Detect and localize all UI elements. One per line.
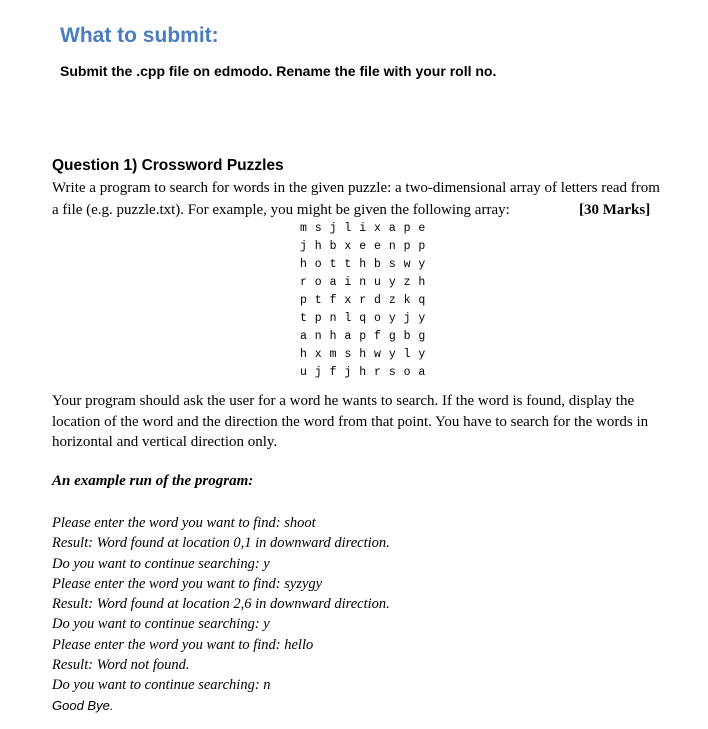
page-heading: What to submit:	[60, 24, 219, 47]
run-line: Result: Word found at location 2,6 in downward direction.	[52, 596, 390, 613]
marks-label: [30 Marks]	[579, 202, 651, 218]
grid-row: p t f x r d z k q	[300, 294, 426, 307]
question-intro-line-2: a file (e.g. puzzle.txt). For example, you might be given the following array:	[52, 202, 510, 218]
grid-row: a n h a p f g b g	[300, 330, 426, 343]
question-title: Question 1) Crossword Puzzles	[52, 157, 284, 174]
grid-row: h x m s h w y l y	[300, 348, 426, 361]
run-line: Please enter the word you want to find: syzygy	[52, 575, 323, 592]
letter-grid	[300, 220, 426, 382]
grid-row: r o a i n u y z h	[300, 276, 426, 289]
instructions-line-2: location of the word and the direction the word from that point. You have to search for the words in	[52, 414, 649, 430]
run-line: Please enter the word you want to find: hello	[52, 636, 314, 653]
run-line: Do you want to continue searching: y	[52, 555, 270, 572]
example-run-output	[52, 513, 390, 716]
run-line: Do you want to continue searching: y	[52, 616, 270, 633]
submission-note: Submit the .cpp file on edmodo. Rename the file with your roll no.	[60, 63, 497, 79]
grid-row: u j f j h r s o a	[300, 366, 426, 379]
grid-row: j h b x e e n p p	[300, 240, 426, 253]
instructions-line-3: horizontal and vertical direction only.	[52, 434, 278, 450]
run-line: Result: Word not found.	[52, 657, 190, 674]
run-line-goodbye: Good Bye.	[52, 697, 114, 713]
grid-row: h o t t h b s w y	[300, 258, 426, 271]
example-run-title: An example run of the program:	[52, 473, 254, 489]
run-line: Please enter the word you want to find: shoot	[52, 515, 316, 531]
run-line: Result: Word found at location 0,1 in downward direction.	[52, 535, 390, 552]
grid-row: m s j l i x a p e	[300, 222, 426, 235]
question-intro-line-1: Write a program to search for words in the given puzzle: a two-dimensional array of letters read from	[52, 180, 660, 196]
run-line: Do you want to continue searching: n	[52, 677, 271, 694]
instructions-line-1: Your program should ask the user for a word he wants to search. If the word is found, display the	[52, 393, 635, 409]
grid-row: t p n l q o y j y	[300, 312, 426, 325]
